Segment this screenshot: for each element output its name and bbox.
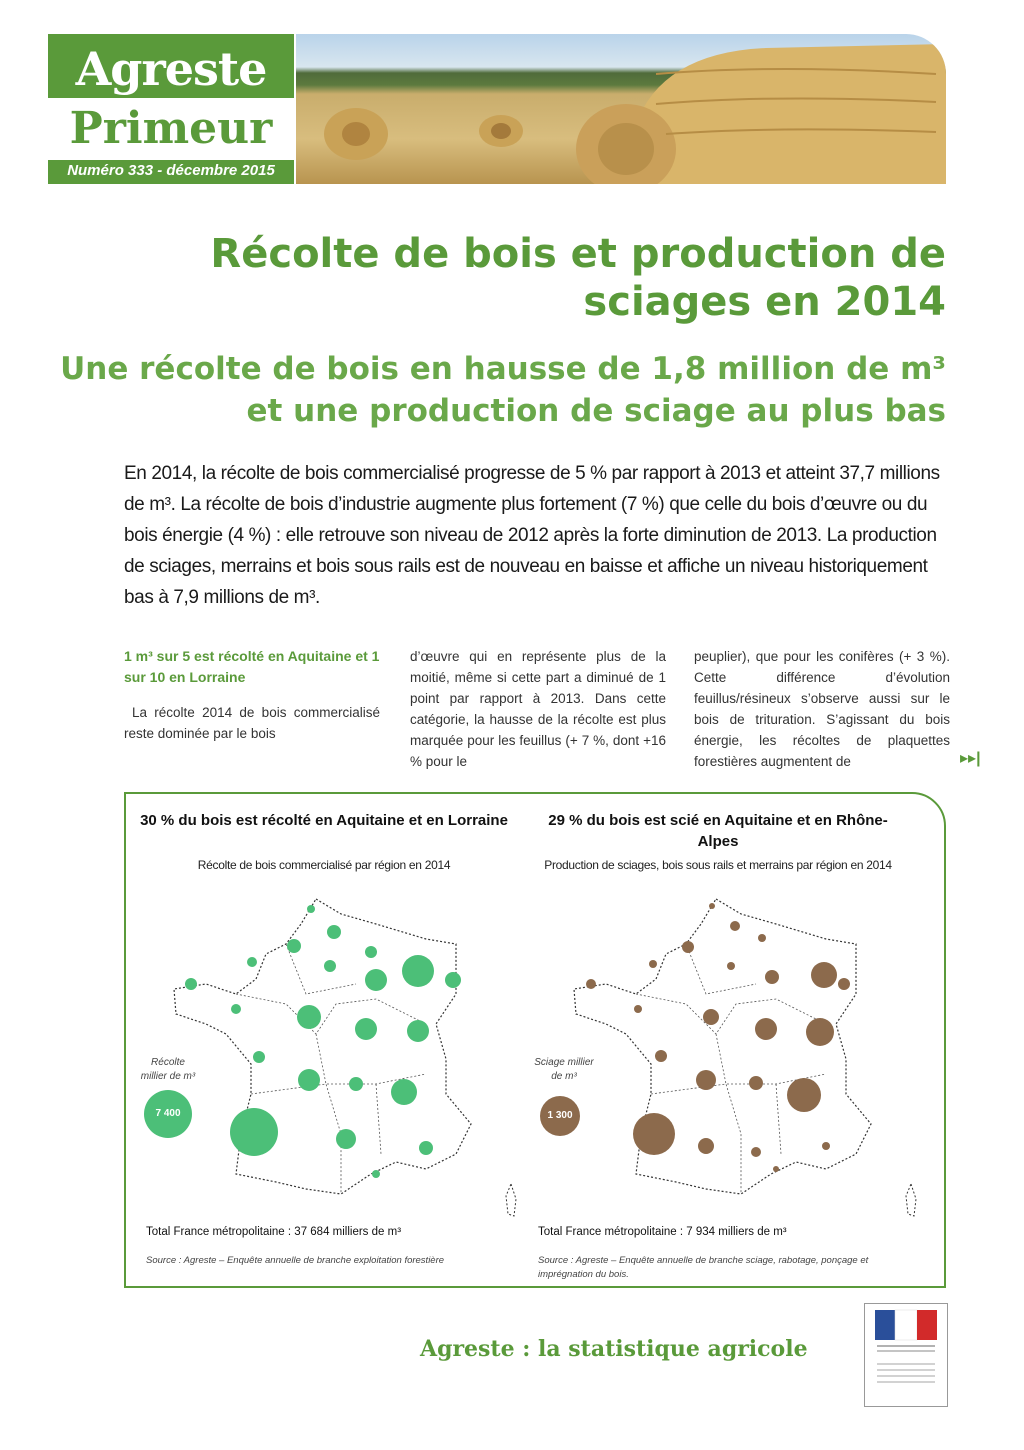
page-title: Récolte de bois et production de sciages en 2014	[210, 231, 946, 325]
left-legend-label: Récolte millier de m³	[140, 1057, 196, 1082]
header-photo-hay-bales	[296, 34, 946, 184]
left-map-source: Source : Agreste – Enquête annuelle de branche exploitation forestière	[146, 1255, 445, 1266]
text-column-2: d’œuvre qui en représente plus de la moitié, même si cette part a diminué de 1 point par rapport à 2013. Dans cette catégorie, la hausse de la récolte est plus marquée pour les feuillus (+ 7 %, dont +16 % pour le	[410, 649, 666, 769]
issue-number: Numéro 333 - décembre 2015	[67, 162, 275, 179]
ministry-logo	[864, 1303, 948, 1407]
hay-bales-illustration	[296, 34, 946, 184]
text-column-1	[124, 646, 380, 744]
marianne-flag-icon	[865, 1304, 947, 1406]
section-heading: 1 m³ sur 5 est récolté en Aquitaine et 1 sur 10 en Lorraine	[124, 648, 380, 685]
footer-tagline: Agreste : la statistique agricole	[420, 1336, 808, 1362]
page-subtitle: Une récolte de bois en hausse de 1,8 million de m³ et une production de sciage au plus bas	[60, 351, 946, 429]
maps-figure	[124, 792, 946, 1288]
right-map-subtitle: Production de sciages, bois sous rails et merrains par région en 2014	[544, 858, 892, 872]
logo-word-agreste: Agreste	[75, 42, 267, 96]
right-legend-label: Sciage millier de m³	[534, 1057, 594, 1082]
text-column-3: peuplier), que pour les conifères (+ 3 %). Cette différence d’évolution feuillus/résineux s’observe aussi sur le bois de trituration. S’agissant du bois énergie, les récoltes de plaquettes forestières augmentent de	[694, 649, 950, 769]
right-map-bubbles	[586, 903, 850, 1172]
left-map-title: 30 % du bois est récolté en Aquitaine et en Lorraine	[140, 812, 508, 829]
next-page-icon[interactable]: ▸▸|	[960, 750, 981, 767]
right-legend-circle: 1 300	[540, 1096, 580, 1136]
right-map-title: 29 % du bois est scié en Aquitaine et en Rhône-Alpes	[548, 812, 888, 850]
column-1-text: La récolte 2014 de bois commercialisé reste dominée par le bois	[124, 705, 380, 741]
logo-word-primeur: Primeur	[48, 98, 294, 160]
left-map-france	[126, 884, 526, 1224]
right-map-total: Total France métropolitaine : 7 934 milliers de m³	[538, 1226, 787, 1238]
left-map-total: Total France métropolitaine : 37 684 milliers de m³	[146, 1226, 402, 1238]
lead-paragraph: En 2014, la récolte de bois commercialisé progresse de 5 % par rapport à 2013 et atteint 37,7 millions de m³. La récolte de bois d’industrie augmente plus fortement (7 %) que celle du bois d’œuvre ou du bois énergie (4 %) : elle retrouve son niveau de 2012 après la forte diminution de 2013. La production de sciages, merrains et bois sous rails est de nouveau en baisse et affiche un niveau historiquement bas à 7,9 millions de m³.	[124, 463, 940, 608]
right-map-source: Source : Agreste – Enquête annuelle de branche sciage, rabotage, ponçage et imprégnation du bois.	[538, 1255, 869, 1280]
right-map-france	[526, 884, 926, 1224]
agreste-logo	[48, 34, 294, 184]
left-map-bubbles	[185, 905, 461, 1178]
left-legend-circle: 7 400	[144, 1090, 192, 1138]
left-map-subtitle: Récolte de bois commercialisé par région en 2014	[197, 858, 451, 872]
